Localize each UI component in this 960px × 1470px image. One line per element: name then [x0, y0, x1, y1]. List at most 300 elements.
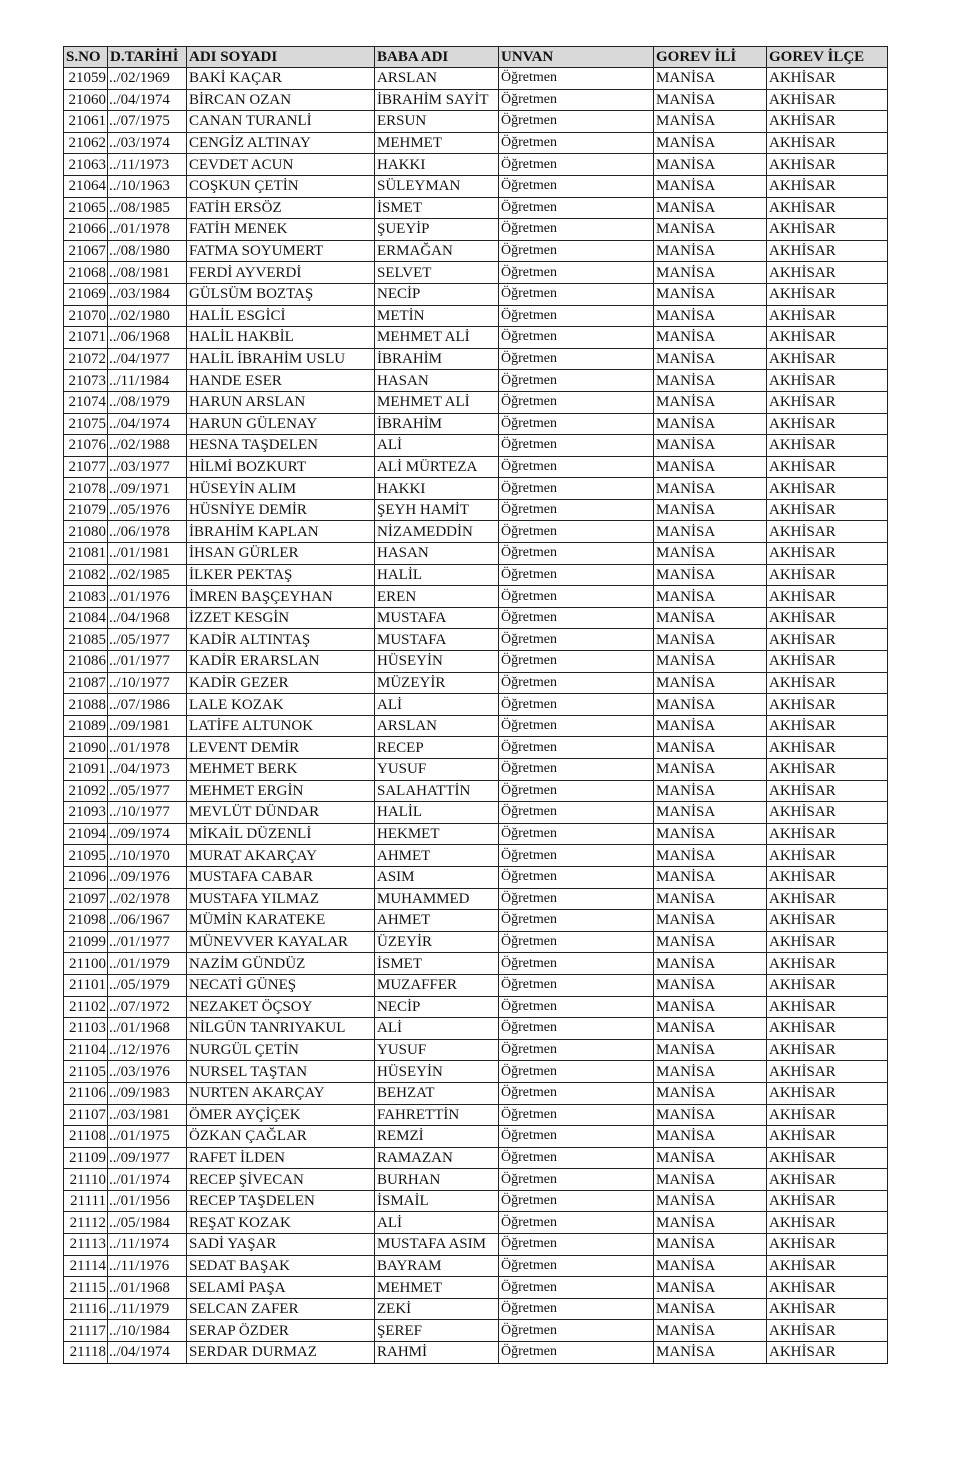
cell-father-name: HAKKI [375, 478, 499, 500]
cell-birth-date: ../07/1986 [108, 694, 187, 716]
cell-full-name: MEHMET ERGİN [187, 780, 375, 802]
cell-title: Öğretmen [499, 1320, 654, 1342]
cell-father-name: BURHAN [375, 1169, 499, 1191]
table-row [64, 175, 888, 197]
cell-district: AKHİSAR [767, 1298, 888, 1320]
cell-province: MANİSA [654, 219, 767, 241]
cell-full-name: NURTEN AKARÇAY [187, 1082, 375, 1104]
cell-full-name: MEHMET BERK [187, 759, 375, 781]
cell-birth-date: ../08/1980 [108, 240, 187, 262]
cell-full-name: İZZET KESGİN [187, 607, 375, 629]
cell-sno: 21063 [64, 154, 108, 176]
cell-province: MANİSA [654, 283, 767, 305]
cell-province: MANİSA [654, 651, 767, 673]
cell-sno: 21086 [64, 651, 108, 673]
cell-sno: 21105 [64, 1061, 108, 1083]
table-row [64, 1039, 888, 1061]
cell-father-name: ÜZEYİR [375, 931, 499, 953]
cell-full-name: KADİR ERARSLAN [187, 651, 375, 673]
cell-title: Öğretmen [499, 1039, 654, 1061]
cell-sno: 21118 [64, 1342, 108, 1364]
cell-sno: 21096 [64, 866, 108, 888]
cell-father-name: REMZİ [375, 1126, 499, 1148]
cell-father-name: NECİP [375, 283, 499, 305]
cell-sno: 21088 [64, 694, 108, 716]
cell-district: AKHİSAR [767, 780, 888, 802]
cell-sno: 21079 [64, 499, 108, 521]
table-body [64, 68, 888, 1364]
table-row [64, 370, 888, 392]
cell-district: AKHİSAR [767, 1234, 888, 1256]
cell-district: AKHİSAR [767, 283, 888, 305]
cell-title: Öğretmen [499, 1190, 654, 1212]
cell-father-name: MEHMET [375, 132, 499, 154]
cell-birth-date: ../03/1981 [108, 1104, 187, 1126]
cell-title: Öğretmen [499, 780, 654, 802]
cell-father-name: ARSLAN [375, 715, 499, 737]
cell-title: Öğretmen [499, 283, 654, 305]
cell-title: Öğretmen [499, 974, 654, 996]
cell-district: AKHİSAR [767, 240, 888, 262]
table-row [64, 629, 888, 651]
cell-sno: 21112 [64, 1212, 108, 1234]
table-row [64, 132, 888, 154]
table-row [64, 543, 888, 565]
cell-birth-date: ../07/1972 [108, 996, 187, 1018]
cell-sno: 21068 [64, 262, 108, 284]
cell-district: AKHİSAR [767, 888, 888, 910]
table-row [64, 283, 888, 305]
cell-title: Öğretmen [499, 715, 654, 737]
cell-full-name: KADİR ALTINTAŞ [187, 629, 375, 651]
cell-father-name: RAHMİ [375, 1342, 499, 1364]
cell-father-name: NİZAMEDDİN [375, 521, 499, 543]
cell-full-name: CENGİZ ALTINAY [187, 132, 375, 154]
cell-father-name: HALİL [375, 564, 499, 586]
cell-district: AKHİSAR [767, 737, 888, 759]
cell-sno: 21069 [64, 283, 108, 305]
cell-father-name: EREN [375, 586, 499, 608]
cell-title: Öğretmen [499, 132, 654, 154]
cell-province: MANİSA [654, 845, 767, 867]
cell-birth-date: ../02/1980 [108, 305, 187, 327]
cell-district: AKHİSAR [767, 543, 888, 565]
header-father-name: BABA ADI [375, 47, 499, 68]
cell-district: AKHİSAR [767, 694, 888, 716]
cell-full-name: İBRAHİM KAPLAN [187, 521, 375, 543]
cell-title: Öğretmen [499, 1298, 654, 1320]
cell-sno: 21080 [64, 521, 108, 543]
cell-district: AKHİSAR [767, 1212, 888, 1234]
cell-father-name: İBRAHİM [375, 413, 499, 435]
cell-title: Öğretmen [499, 1018, 654, 1040]
cell-province: MANİSA [654, 543, 767, 565]
cell-district: AKHİSAR [767, 607, 888, 629]
table-row [64, 1147, 888, 1169]
table-row [64, 197, 888, 219]
cell-title: Öğretmen [499, 1212, 654, 1234]
cell-district: AKHİSAR [767, 219, 888, 241]
cell-full-name: NAZİM GÜNDÜZ [187, 953, 375, 975]
cell-birth-date: ../01/1979 [108, 953, 187, 975]
cell-district: AKHİSAR [767, 68, 888, 90]
personnel-table [63, 46, 888, 1364]
cell-father-name: MUSTAFA ASIM [375, 1234, 499, 1256]
table-row [64, 240, 888, 262]
cell-title: Öğretmen [499, 543, 654, 565]
cell-sno: 21074 [64, 391, 108, 413]
header-province: GOREV İLİ [654, 47, 767, 68]
cell-title: Öğretmen [499, 413, 654, 435]
cell-full-name: NURSEL TAŞTAN [187, 1061, 375, 1083]
cell-birth-date: ../10/1977 [108, 802, 187, 824]
cell-birth-date: ../06/1967 [108, 910, 187, 932]
cell-father-name: MUSTAFA [375, 629, 499, 651]
cell-sno: 21075 [64, 413, 108, 435]
cell-father-name: BEHZAT [375, 1082, 499, 1104]
cell-province: MANİSA [654, 391, 767, 413]
cell-province: MANİSA [654, 931, 767, 953]
cell-birth-date: ../04/1974 [108, 1342, 187, 1364]
cell-province: MANİSA [654, 1342, 767, 1364]
cell-title: Öğretmen [499, 802, 654, 824]
table-row [64, 391, 888, 413]
cell-father-name: ŞEYH HAMİT [375, 499, 499, 521]
cell-full-name: NURGÜL ÇETİN [187, 1039, 375, 1061]
cell-birth-date: ../09/1977 [108, 1147, 187, 1169]
cell-title: Öğretmen [499, 931, 654, 953]
cell-father-name: RECEP [375, 737, 499, 759]
cell-title: Öğretmen [499, 435, 654, 457]
cell-sno: 21084 [64, 607, 108, 629]
cell-full-name: NECATİ GÜNEŞ [187, 974, 375, 996]
cell-district: AKHİSAR [767, 823, 888, 845]
cell-birth-date: ../11/1984 [108, 370, 187, 392]
cell-province: MANİSA [654, 802, 767, 824]
cell-full-name: SEDAT BAŞAK [187, 1255, 375, 1277]
cell-full-name: CEVDET ACUN [187, 154, 375, 176]
cell-full-name: RECEP ŞİVECAN [187, 1169, 375, 1191]
cell-title: Öğretmen [499, 586, 654, 608]
cell-title: Öğretmen [499, 651, 654, 673]
cell-district: AKHİSAR [767, 111, 888, 133]
cell-province: MANİSA [654, 586, 767, 608]
cell-birth-date: ../10/1963 [108, 175, 187, 197]
table-row [64, 607, 888, 629]
cell-title: Öğretmen [499, 175, 654, 197]
cell-full-name: İHSAN GÜRLER [187, 543, 375, 565]
cell-sno: 21097 [64, 888, 108, 910]
cell-sno: 21098 [64, 910, 108, 932]
table-row [64, 1320, 888, 1342]
cell-father-name: SÜLEYMAN [375, 175, 499, 197]
cell-title: Öğretmen [499, 197, 654, 219]
cell-father-name: NECİP [375, 996, 499, 1018]
cell-district: AKHİSAR [767, 1126, 888, 1148]
cell-district: AKHİSAR [767, 629, 888, 651]
cell-full-name: ÖMER AYÇİÇEK [187, 1104, 375, 1126]
header-district: GOREV İLÇE [767, 47, 888, 68]
cell-title: Öğretmen [499, 1126, 654, 1148]
cell-full-name: LEVENT DEMİR [187, 737, 375, 759]
cell-district: AKHİSAR [767, 89, 888, 111]
cell-province: MANİSA [654, 1190, 767, 1212]
cell-district: AKHİSAR [767, 1039, 888, 1061]
cell-title: Öğretmen [499, 996, 654, 1018]
cell-full-name: HARUN ARSLAN [187, 391, 375, 413]
cell-full-name: HİLMİ BOZKURT [187, 456, 375, 478]
cell-birth-date: ../08/1979 [108, 391, 187, 413]
cell-district: AKHİSAR [767, 175, 888, 197]
cell-title: Öğretmen [499, 456, 654, 478]
cell-province: MANİSA [654, 823, 767, 845]
cell-father-name: ALİ [375, 1018, 499, 1040]
cell-father-name: MUZAFFER [375, 974, 499, 996]
cell-sno: 21076 [64, 435, 108, 457]
cell-sno: 21064 [64, 175, 108, 197]
cell-birth-date: ../09/1974 [108, 823, 187, 845]
cell-title: Öğretmen [499, 89, 654, 111]
cell-father-name: MÜZEYİR [375, 672, 499, 694]
table-header [64, 47, 888, 68]
cell-birth-date: ../11/1974 [108, 1234, 187, 1256]
cell-sno: 21082 [64, 564, 108, 586]
table-row [64, 586, 888, 608]
cell-full-name: İLKER PEKTAŞ [187, 564, 375, 586]
cell-district: AKHİSAR [767, 1061, 888, 1083]
cell-father-name: HEKMET [375, 823, 499, 845]
cell-birth-date: ../05/1977 [108, 629, 187, 651]
cell-district: AKHİSAR [767, 1255, 888, 1277]
cell-father-name: HASAN [375, 543, 499, 565]
cell-sno: 21111 [64, 1190, 108, 1212]
cell-full-name: MUSTAFA CABAR [187, 866, 375, 888]
cell-province: MANİSA [654, 1082, 767, 1104]
cell-district: AKHİSAR [767, 931, 888, 953]
cell-full-name: HALİL ESGİCİ [187, 305, 375, 327]
cell-title: Öğretmen [499, 370, 654, 392]
cell-father-name: FAHRETTİN [375, 1104, 499, 1126]
table-row [64, 715, 888, 737]
table-row [64, 780, 888, 802]
cell-district: AKHİSAR [767, 391, 888, 413]
cell-province: MANİSA [654, 1061, 767, 1083]
cell-sno: 21100 [64, 953, 108, 975]
cell-title: Öğretmen [499, 521, 654, 543]
cell-province: MANİSA [654, 1277, 767, 1299]
cell-father-name: İSMAİL [375, 1190, 499, 1212]
table-row [64, 866, 888, 888]
cell-sno: 21071 [64, 327, 108, 349]
cell-district: AKHİSAR [767, 672, 888, 694]
cell-father-name: MEHMET ALİ [375, 391, 499, 413]
cell-title: Öğretmen [499, 240, 654, 262]
cell-birth-date: ../10/1977 [108, 672, 187, 694]
cell-sno: 21092 [64, 780, 108, 802]
cell-father-name: İBRAHİM SAYİT [375, 89, 499, 111]
cell-sno: 21081 [64, 543, 108, 565]
cell-sno: 21117 [64, 1320, 108, 1342]
cell-birth-date: ../06/1968 [108, 327, 187, 349]
cell-birth-date: ../02/1969 [108, 68, 187, 90]
cell-title: Öğretmen [499, 607, 654, 629]
cell-province: MANİSA [654, 996, 767, 1018]
cell-title: Öğretmen [499, 305, 654, 327]
cell-father-name: HALİL [375, 802, 499, 824]
table-row [64, 931, 888, 953]
cell-full-name: MİKAİL DÜZENLİ [187, 823, 375, 845]
cell-full-name: FATİH MENEK [187, 219, 375, 241]
cell-title: Öğretmen [499, 348, 654, 370]
cell-sno: 21102 [64, 996, 108, 1018]
cell-father-name: SALAHATTİN [375, 780, 499, 802]
cell-province: MANİSA [654, 715, 767, 737]
cell-full-name: MURAT AKARÇAY [187, 845, 375, 867]
cell-province: MANİSA [654, 456, 767, 478]
cell-full-name: SELCAN ZAFER [187, 1298, 375, 1320]
cell-title: Öğretmen [499, 1147, 654, 1169]
cell-province: MANİSA [654, 154, 767, 176]
table-row [64, 1169, 888, 1191]
cell-birth-date: ../01/1975 [108, 1126, 187, 1148]
cell-full-name: MUSTAFA YILMAZ [187, 888, 375, 910]
table-row [64, 694, 888, 716]
cell-province: MANİSA [654, 974, 767, 996]
table-row [64, 1190, 888, 1212]
cell-province: MANİSA [654, 413, 767, 435]
cell-province: MANİSA [654, 175, 767, 197]
cell-full-name: SADİ YAŞAR [187, 1234, 375, 1256]
cell-full-name: HANDE ESER [187, 370, 375, 392]
cell-full-name: BİRCAN OZAN [187, 89, 375, 111]
cell-father-name: AHMET [375, 845, 499, 867]
cell-province: MANİSA [654, 759, 767, 781]
cell-sno: 21107 [64, 1104, 108, 1126]
cell-birth-date: ../02/1988 [108, 435, 187, 457]
cell-province: MANİSA [654, 888, 767, 910]
table-row [64, 1212, 888, 1234]
cell-district: AKHİSAR [767, 1342, 888, 1364]
cell-sno: 21108 [64, 1126, 108, 1148]
cell-full-name: SELAMİ PAŞA [187, 1277, 375, 1299]
cell-district: AKHİSAR [767, 413, 888, 435]
cell-full-name: SERAP ÖZDER [187, 1320, 375, 1342]
table-row [64, 823, 888, 845]
table-row [64, 262, 888, 284]
table-row [64, 327, 888, 349]
cell-full-name: İMREN BAŞÇEYHAN [187, 586, 375, 608]
cell-sno: 21106 [64, 1082, 108, 1104]
cell-full-name: RECEP TAŞDELEN [187, 1190, 375, 1212]
cell-district: AKHİSAR [767, 1277, 888, 1299]
cell-birth-date: ../10/1984 [108, 1320, 187, 1342]
cell-full-name: LATİFE ALTUNOK [187, 715, 375, 737]
cell-full-name: COŞKUN ÇETİN [187, 175, 375, 197]
cell-district: AKHİSAR [767, 348, 888, 370]
cell-sno: 21110 [64, 1169, 108, 1191]
cell-province: MANİSA [654, 694, 767, 716]
cell-father-name: ALİ [375, 1212, 499, 1234]
cell-birth-date: ../05/1984 [108, 1212, 187, 1234]
cell-province: MANİSA [654, 1104, 767, 1126]
cell-birth-date: ../01/1956 [108, 1190, 187, 1212]
cell-father-name: ALİ [375, 694, 499, 716]
cell-sno: 21104 [64, 1039, 108, 1061]
cell-district: AKHİSAR [767, 456, 888, 478]
cell-full-name: HARUN GÜLENAY [187, 413, 375, 435]
cell-father-name: ERSUN [375, 111, 499, 133]
table-row [64, 1082, 888, 1104]
cell-father-name: İSMET [375, 953, 499, 975]
cell-province: MANİSA [654, 89, 767, 111]
cell-sno: 21113 [64, 1234, 108, 1256]
cell-province: MANİSA [654, 305, 767, 327]
cell-title: Öğretmen [499, 910, 654, 932]
cell-sno: 21065 [64, 197, 108, 219]
cell-province: MANİSA [654, 910, 767, 932]
cell-father-name: SELVET [375, 262, 499, 284]
cell-birth-date: ../02/1985 [108, 564, 187, 586]
cell-district: AKHİSAR [767, 521, 888, 543]
table-row [64, 1061, 888, 1083]
cell-province: MANİSA [654, 1212, 767, 1234]
cell-title: Öğretmen [499, 823, 654, 845]
cell-province: MANİSA [654, 1039, 767, 1061]
cell-province: MANİSA [654, 1234, 767, 1256]
cell-sno: 21072 [64, 348, 108, 370]
cell-district: AKHİSAR [767, 586, 888, 608]
cell-full-name: FATMA SOYUMERT [187, 240, 375, 262]
header-birth-date: D.TARİHİ [108, 47, 187, 68]
cell-sno: 21085 [64, 629, 108, 651]
cell-sno: 21059 [64, 68, 108, 90]
cell-birth-date: ../07/1975 [108, 111, 187, 133]
cell-birth-date: ../09/1983 [108, 1082, 187, 1104]
cell-father-name: HÜSEYİN [375, 1061, 499, 1083]
cell-full-name: RAFET İLDEN [187, 1147, 375, 1169]
cell-title: Öğretmen [499, 1061, 654, 1083]
cell-district: AKHİSAR [767, 866, 888, 888]
cell-sno: 21091 [64, 759, 108, 781]
table-row [64, 111, 888, 133]
cell-sno: 21090 [64, 737, 108, 759]
cell-sno: 21099 [64, 931, 108, 953]
cell-district: AKHİSAR [767, 499, 888, 521]
cell-birth-date: ../09/1971 [108, 478, 187, 500]
cell-sno: 21116 [64, 1298, 108, 1320]
cell-district: AKHİSAR [767, 305, 888, 327]
cell-father-name: HAKKI [375, 154, 499, 176]
cell-district: AKHİSAR [767, 910, 888, 932]
table-row [64, 1018, 888, 1040]
cell-birth-date: ../10/1970 [108, 845, 187, 867]
cell-birth-date: ../04/1974 [108, 413, 187, 435]
cell-province: MANİSA [654, 780, 767, 802]
cell-title: Öğretmen [499, 759, 654, 781]
cell-full-name: HALİL HAKBİL [187, 327, 375, 349]
table-row [64, 456, 888, 478]
cell-district: AKHİSAR [767, 132, 888, 154]
cell-district: AKHİSAR [767, 1320, 888, 1342]
cell-district: AKHİSAR [767, 1082, 888, 1104]
cell-full-name: MEVLÜT DÜNDAR [187, 802, 375, 824]
table-row [64, 1234, 888, 1256]
cell-district: AKHİSAR [767, 197, 888, 219]
cell-province: MANİSA [654, 348, 767, 370]
table-row [64, 996, 888, 1018]
cell-title: Öğretmen [499, 1277, 654, 1299]
cell-title: Öğretmen [499, 866, 654, 888]
